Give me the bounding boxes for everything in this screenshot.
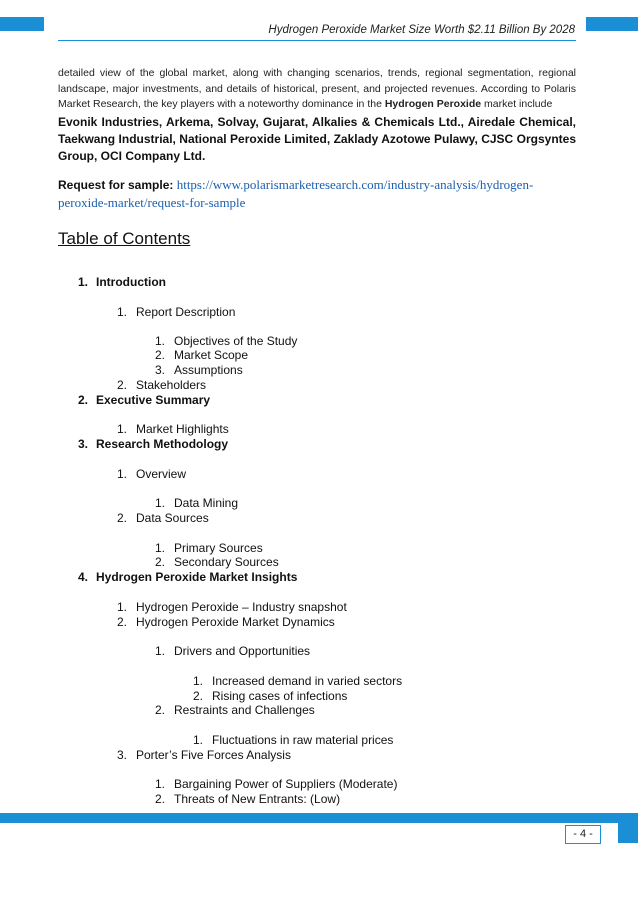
toc-number: 1.	[193, 674, 204, 688]
toc-number: 1.	[117, 305, 128, 319]
request-sample	[58, 176, 576, 212]
toc-label: Objectives of the Study	[174, 334, 298, 348]
toc-item-porters-five-forces	[117, 748, 291, 762]
toc-label: Overview	[136, 467, 187, 481]
toc-item-market-insights	[78, 570, 297, 584]
toc-label: Market Highlights	[136, 422, 229, 436]
toc-item-executive-summary	[78, 393, 210, 407]
toc-item-increased-demand	[193, 674, 402, 688]
toc-number: 3.	[78, 437, 89, 451]
header-accent-right	[586, 17, 638, 31]
toc-label: Data Sources	[136, 511, 209, 525]
toc-item-rising-infections	[193, 689, 347, 703]
toc-item-restraints-challenges	[155, 703, 315, 717]
toc-label: Rising cases of infections	[212, 689, 348, 703]
request-sample-link[interactable]: https://www.polarismarketresearch.com/industry-analysis/hydrogen-peroxide-market/request-for-sample	[58, 177, 534, 210]
toc-number: 2.	[193, 689, 204, 703]
toc-item-market-highlights	[117, 422, 229, 436]
toc-number: 2.	[155, 555, 166, 569]
toc-label: Stakeholders	[136, 378, 207, 392]
toc-number: 1.	[155, 644, 166, 658]
toc-item-stakeholders	[117, 378, 206, 392]
intro-text-post: market include	[481, 98, 553, 110]
intro-keyword: Hydrogen Peroxide	[384, 98, 482, 110]
toc-item-primary-sources	[155, 541, 263, 555]
toc-number: 4.	[78, 570, 89, 584]
toc-item-overview	[117, 467, 186, 481]
intro-paragraph	[58, 66, 576, 113]
toc-number: 1.	[117, 422, 128, 436]
toc-number: 1.	[155, 541, 166, 555]
toc-label: Introduction	[96, 275, 166, 289]
toc-item-new-entrants	[155, 792, 340, 806]
toc-label: Market Scope	[174, 348, 249, 362]
footer-bar	[0, 813, 638, 823]
toc-item-market-dynamics	[117, 615, 335, 629]
toc-number: 2.	[117, 511, 128, 525]
toc-label: Fluctuations in raw material prices	[212, 733, 394, 747]
toc-number: 1.	[155, 334, 166, 348]
toc-item-introduction	[78, 275, 166, 289]
toc-label: Executive Summary	[96, 393, 211, 407]
toc-number: 2.	[117, 378, 128, 392]
toc-label: Secondary Sources	[174, 555, 279, 569]
toc-label: Primary Sources	[174, 541, 263, 555]
toc-item-industry-snapshot	[117, 600, 347, 614]
toc-item-report-description	[117, 305, 235, 319]
toc-number: 2.	[155, 348, 166, 362]
toc-number: 1.	[155, 777, 166, 791]
toc-title: Table of Contents	[58, 229, 191, 248]
toc-number: 1.	[117, 467, 128, 481]
toc-number: 3.	[117, 748, 128, 762]
key-players-list: Evonik Industries, Arkema, Solvay, Gujarat, Alkalies & Chemicals Ltd., Airedale Chemical, Taekwang Industrial, National Peroxide Limited, Zaklady Azotowe Pulawy, CJSC Orgsyntes Group, OCI Company Ltd.	[58, 115, 576, 163]
toc-number: 2.	[117, 615, 128, 629]
toc-label: Porter’s Five Forces Analysis	[136, 748, 291, 762]
toc-item-assumptions	[155, 363, 243, 377]
toc-item-bargaining-power	[155, 777, 397, 791]
toc-label: Data Mining	[174, 496, 239, 510]
toc-label: Drivers and Opportunities	[174, 644, 311, 658]
toc-label: Hydrogen Peroxide Market Insights	[96, 570, 298, 584]
toc-item-raw-material-prices	[193, 733, 393, 747]
toc-item-research-methodology	[78, 437, 228, 451]
toc-number: 2.	[155, 792, 166, 806]
toc-item-market-scope	[155, 348, 248, 362]
toc-number: 1.	[193, 733, 204, 747]
footer-accent-right	[618, 823, 638, 843]
toc-item-objectives	[155, 334, 297, 348]
toc-item-drivers-opportunities	[155, 644, 310, 658]
header-accent-left	[0, 17, 44, 31]
toc-label: Bargaining Power of Suppliers (Moderate)	[174, 777, 398, 791]
intro-text-pre: detailed view of the global market, along with changing scenarios, trends, regional segmentation, regional landscape, major investments, and details of historical, present, and projected revenues. According to Polaris Market Research, the key players with a noteworthy dominance in the	[58, 67, 576, 110]
header-rule	[58, 40, 576, 41]
toc-label: Hydrogen Peroxide Market Dynamics	[136, 615, 335, 629]
toc-item-data-sources	[117, 511, 209, 525]
toc-number: 1.	[155, 496, 166, 510]
toc-label: Assumptions	[174, 363, 243, 377]
toc-number: 3.	[155, 363, 166, 377]
toc-label: Threats of New Entrants: (Low)	[174, 792, 341, 806]
request-sample-label: Request for sample:	[58, 178, 174, 192]
toc-number: 2.	[155, 703, 166, 717]
toc-number: 2.	[78, 393, 89, 407]
header-title: Hydrogen Peroxide Market Size Worth $2.11 Billion By 2028	[268, 24, 575, 36]
toc-label: Research Methodology	[96, 437, 229, 451]
toc-label: Increased demand in varied sectors	[212, 674, 403, 688]
toc-number: 1.	[117, 600, 128, 614]
toc-label: Restraints and Challenges	[174, 703, 315, 717]
toc-item-secondary-sources	[155, 555, 279, 569]
toc-label: Report Description	[136, 305, 236, 319]
page-number: - 4 -	[565, 825, 601, 844]
toc-number: 1.	[78, 275, 89, 289]
toc-label: Hydrogen Peroxide – Industry snapshot	[136, 600, 347, 614]
toc-item-data-mining	[155, 496, 238, 510]
